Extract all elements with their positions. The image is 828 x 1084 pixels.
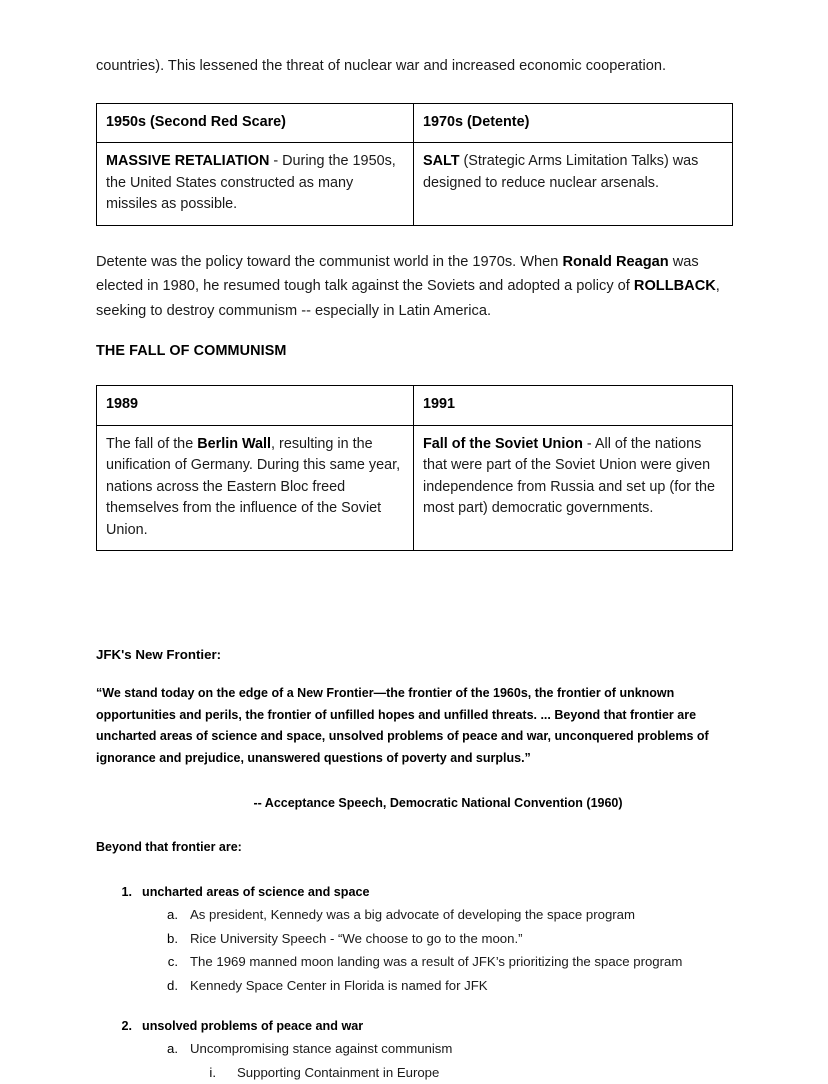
- jfk-quote: “We stand today on the edge of a New Frontier—the frontier of the 1960s, the frontier of unknown opportunities and perils, the frontier of unfilled hopes and unfilled threats. ... Beyond that frontier are uncharted areas of science and space, unsolved problems of peace and war, unconquered problems of ignorance and prejudice, unanswered questions of poverty and surplus.”: [96, 686, 709, 765]
- list-item-label: unsolved problems of peace and war: [142, 1019, 364, 1034]
- paragraph-bold-ronald-reagan: Ronald Reagan: [562, 253, 669, 270]
- jfk-outline-list: [96, 881, 734, 1084]
- spacer: [96, 79, 734, 103]
- detente-comparison-table: [96, 103, 733, 226]
- table-header-cell: 1950s (Second Red Scare): [97, 103, 414, 143]
- list-marker: a.: [167, 1041, 178, 1057]
- list-marker: c.: [167, 954, 178, 970]
- list-item: [96, 974, 734, 997]
- table-cell-salt: [414, 143, 733, 226]
- spacer: [96, 665, 734, 683]
- list-item: [96, 927, 734, 950]
- table-cell-berlin-wall: [97, 425, 414, 551]
- list-item-label: Uncompromising stance against communism: [190, 1041, 453, 1057]
- paragraph-text-part: , seeking to destroy communism -- especially in Latin America.: [96, 278, 720, 319]
- cell-body-text: - During the 1950s, the United States constructed as many missiles as possible.: [106, 153, 396, 213]
- list-item-label: Supporting Containment in Europe: [237, 1064, 440, 1080]
- cell-bold-lead: Fall of the Soviet Union: [423, 435, 583, 452]
- cell-bold-lead: MASSIVE RETALIATION: [106, 153, 270, 170]
- list-item: [96, 950, 734, 973]
- list-item-label: uncharted areas of science and space: [142, 885, 370, 899]
- spacer: [96, 997, 734, 1015]
- jfk-new-frontier-heading: JFK's New Frontier:: [96, 647, 222, 663]
- list-item-label: The 1969 manned moon landing was a result of JFK’s prioritizing the space program: [190, 954, 683, 970]
- list-marker: a.: [167, 907, 178, 923]
- document-content: [96, 54, 734, 1084]
- paragraph-text-part: Detente was the policy toward the communist world in the 1970s. When: [96, 253, 563, 270]
- detente-paragraph: [96, 250, 734, 324]
- outline-lead-in: Beyond that frontier are:: [96, 840, 242, 854]
- spacer: [96, 769, 734, 793]
- table-row: [97, 103, 733, 143]
- list-item-label: As president, Kennedy was a big advocate of developing the space program: [190, 907, 635, 923]
- list-marker: d.: [167, 977, 178, 993]
- list-item-label: Rice University Speech - “We choose to go to the moon.”: [190, 930, 523, 946]
- spacer: [96, 813, 734, 837]
- cell-bold-berlin-wall: Berlin Wall: [197, 435, 272, 452]
- fall-of-communism-table: [96, 385, 733, 551]
- list-item-label: Kennedy Space Center in Florida is named for JFK: [190, 977, 488, 993]
- table-row: [97, 425, 733, 551]
- list-item: [96, 1061, 734, 1084]
- table-row: [97, 143, 733, 226]
- table-header-cell: 1991: [414, 386, 733, 426]
- table-header-cell: 1989: [97, 386, 414, 426]
- list-item: [96, 1015, 734, 1037]
- spacer: [96, 323, 734, 341]
- spacer: [96, 857, 734, 881]
- cell-text-part: , resulting in the unification of Germany. During this same year, nations across the Eastern Bloc freed themselves from the influence of the Soviet Union.: [106, 435, 401, 538]
- list-marker: b.: [167, 930, 178, 946]
- spacer: [96, 226, 734, 250]
- spacer: [96, 361, 734, 385]
- table-cell-massive-retaliation: [97, 143, 414, 226]
- table-cell-soviet-union: [414, 425, 733, 551]
- table-row: [97, 386, 733, 426]
- list-marker: i.: [209, 1064, 216, 1080]
- list-item: [96, 881, 734, 903]
- fall-of-communism-heading: THE FALL OF COMMUNISM: [96, 343, 287, 360]
- cell-text-part: - All of the nations that were part of the Soviet Union were given independence from Russia and set up (for the most part) democratic governments.: [423, 435, 715, 517]
- list-marker: 1.: [121, 885, 132, 899]
- list-item: [96, 1037, 734, 1060]
- table-header-cell: 1970s (Detente): [414, 103, 733, 143]
- spacer-large: [96, 551, 734, 645]
- cell-text-part: The fall of the: [106, 435, 198, 452]
- cell-bold-lead: SALT: [423, 153, 460, 170]
- list-marker: 2.: [121, 1019, 132, 1034]
- jfk-quote-attribution: -- Acceptance Speech, Democratic National Convention (1960): [253, 796, 623, 810]
- intro-paragraph: countries). This lessened the threat of nuclear war and increased economic cooperation.: [96, 58, 667, 74]
- paragraph-bold-rollback: ROLLBACK: [633, 278, 716, 295]
- paragraph-text-part: was elected in 1980, he resumed tough talk against the Soviets and adopted a policy of: [96, 253, 699, 295]
- cell-body-text: (Strategic Arms Limitation Talks) was designed to reduce nuclear arsenals.: [423, 153, 699, 191]
- list-item: [96, 903, 734, 926]
